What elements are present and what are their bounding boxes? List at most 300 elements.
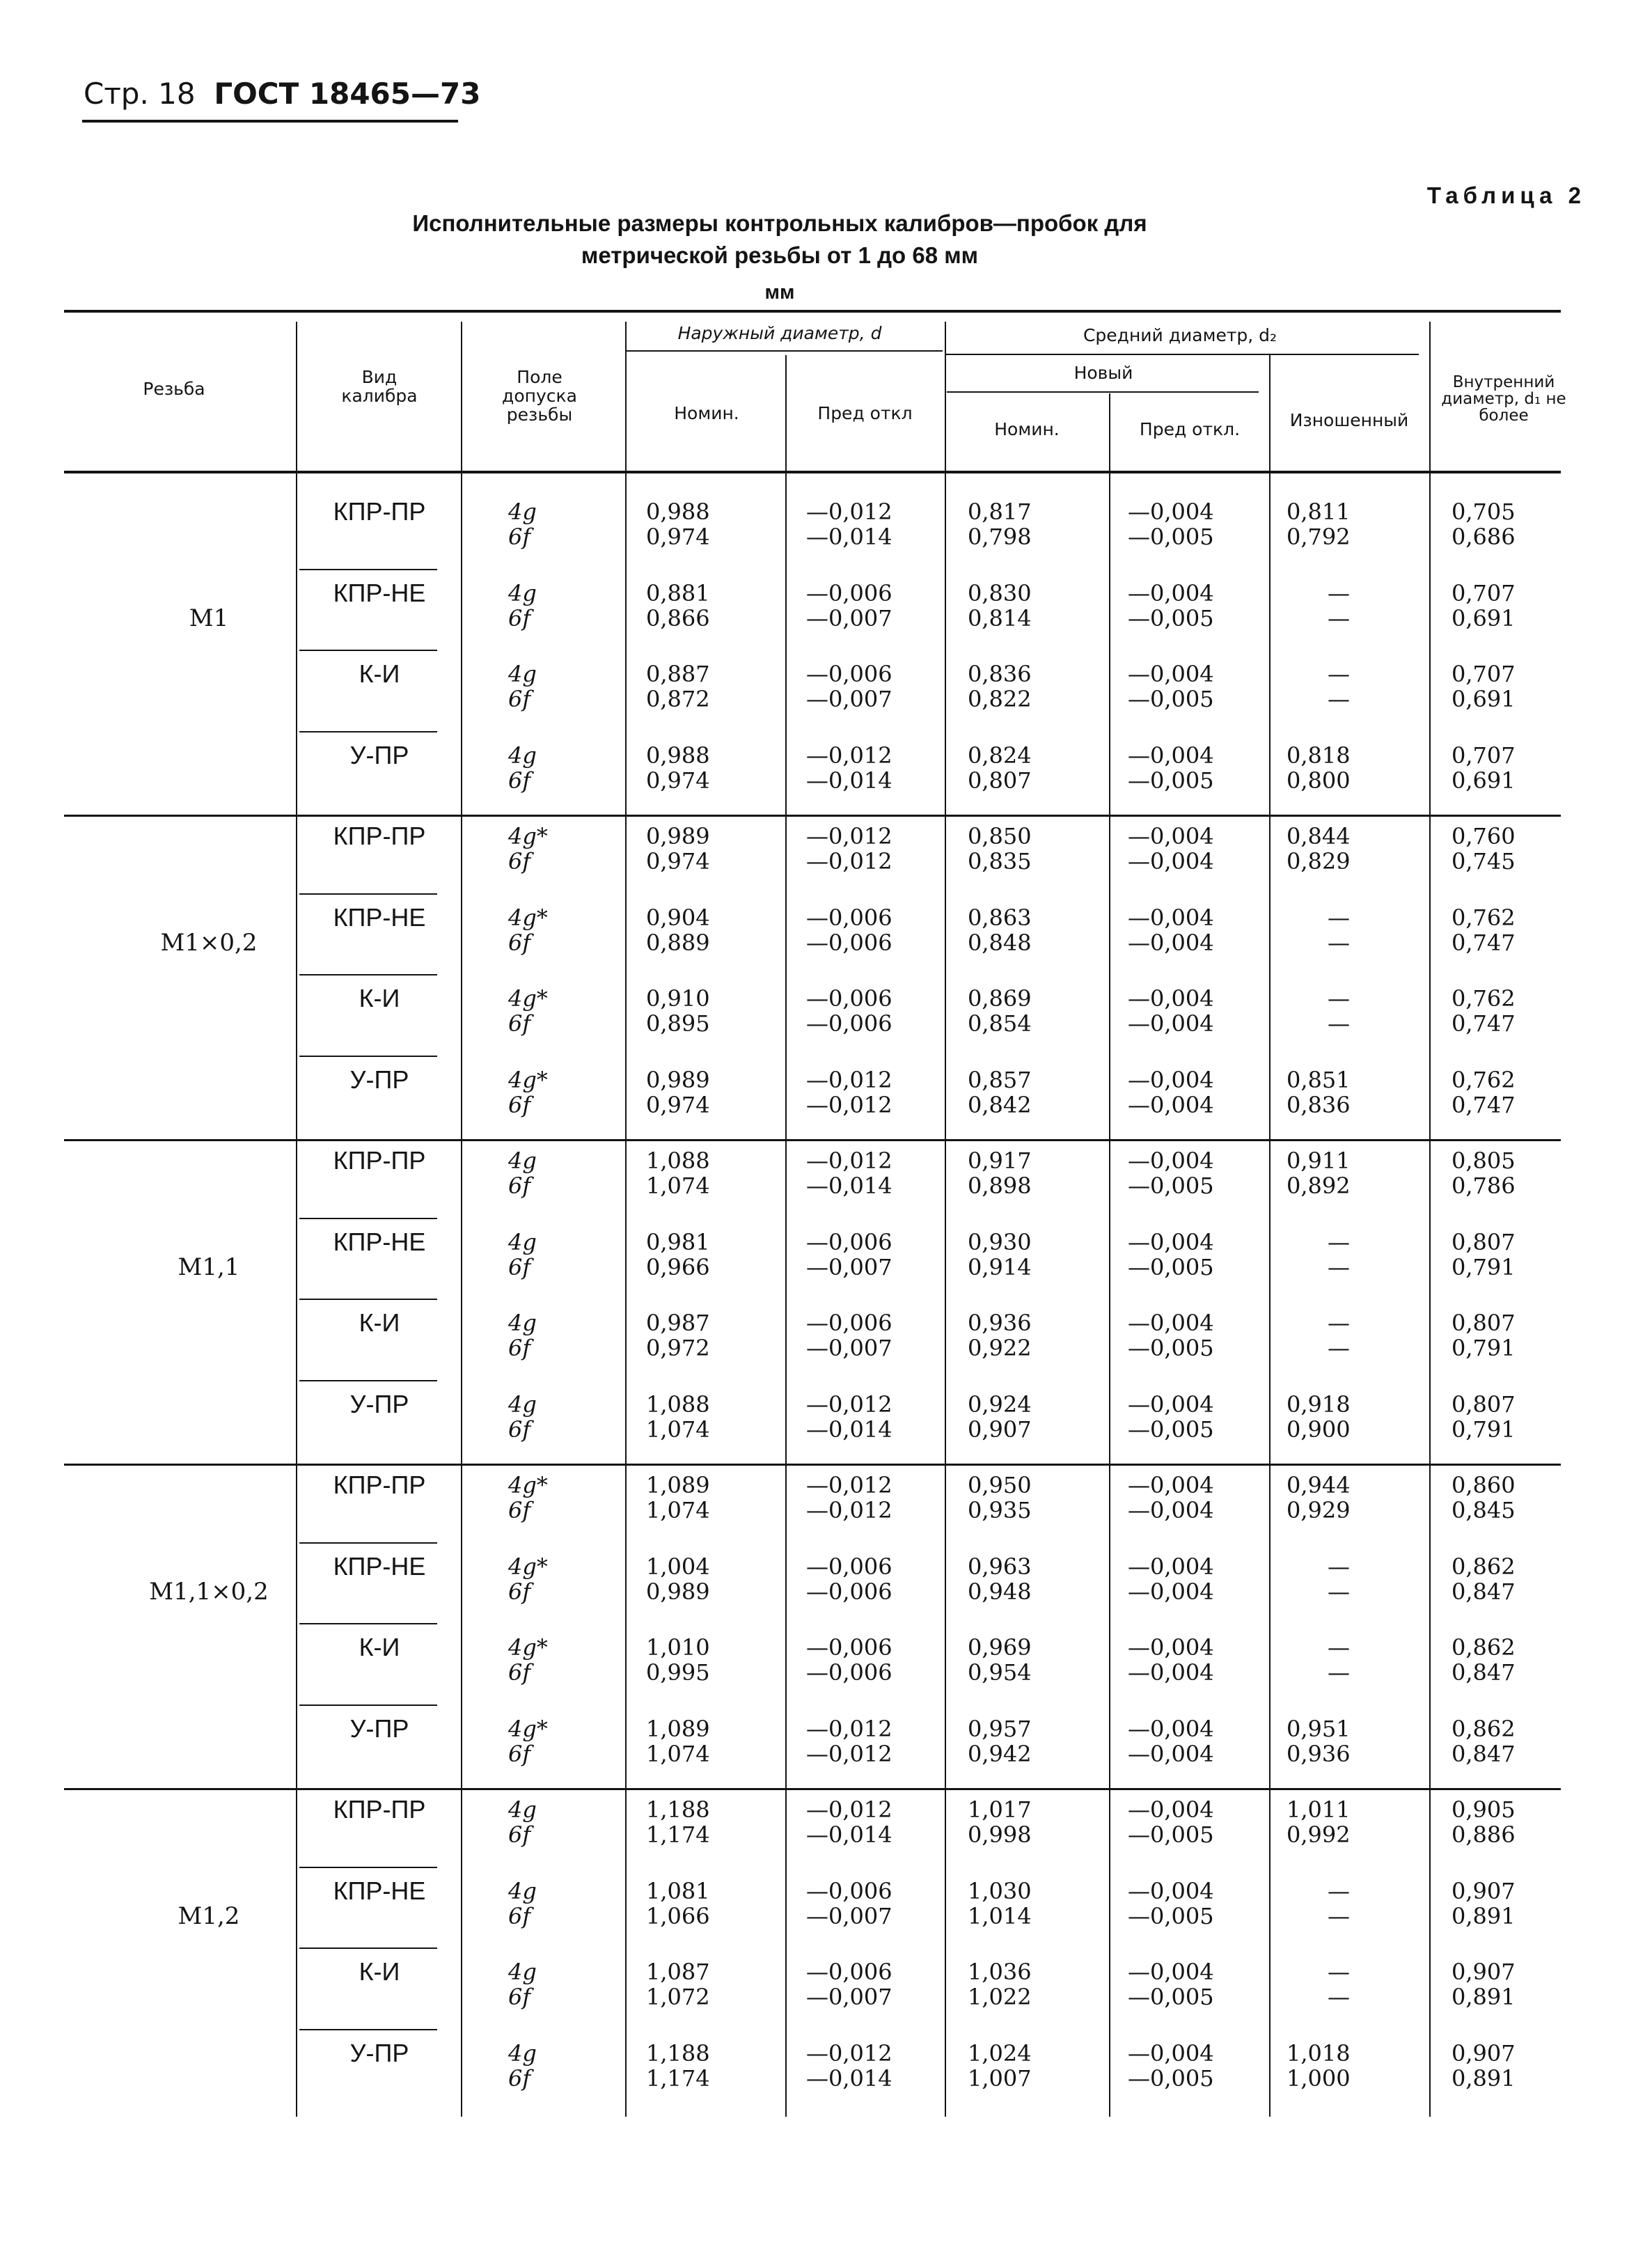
gauge-type: К-И: [359, 1633, 400, 1661]
col-header-mid-dev: Пред откл.: [1139, 419, 1241, 439]
cell-tol: 4g*: [508, 985, 548, 1012]
cell-d1: 0,691: [1452, 686, 1516, 712]
cell-d1: 0,891: [1452, 2064, 1516, 2092]
cell-d: 0,904: [646, 904, 710, 931]
cell-worn: 0,951: [1287, 1715, 1351, 1742]
cell-tol: 6f: [508, 686, 531, 712]
cell-tol: 4g*: [508, 904, 548, 931]
cell-tol: 4g*: [508, 823, 548, 849]
gauge-type: КПР-ПР: [333, 822, 426, 850]
col-header-outer-dev: Пред откл: [817, 403, 913, 423]
col-divider-8: [1429, 322, 1431, 2117]
cell-d1: 0,805: [1452, 1147, 1516, 1174]
cell-d-dev: —0,012: [806, 499, 892, 525]
cell-tol: 6f: [508, 1902, 531, 1929]
gauge-type: КПР-ПР: [333, 1146, 426, 1175]
cell-d-dev: —0,006: [806, 1877, 892, 1904]
cell-d1: 0,807: [1452, 1390, 1516, 1418]
cell-d2-dev: —0,005: [1128, 686, 1214, 712]
cell-tol: 6f: [508, 1010, 531, 1037]
cell-d-dev: —0,007: [806, 604, 892, 632]
col-header-thread: Резьба: [143, 379, 205, 399]
gauge-type: У-ПР: [349, 740, 409, 769]
cell-d: 0,974: [646, 1091, 710, 1118]
cell-d: 1,089: [646, 1715, 710, 1742]
gauge-separator: [299, 650, 437, 651]
cell-d: 1,088: [646, 1147, 710, 1174]
cell-tol: 6f: [508, 524, 531, 550]
cell-d2-dev: —0,004: [1128, 1959, 1214, 1985]
cell-d2-dev: —0,004: [1128, 661, 1214, 687]
thread-label: M1×0,2: [160, 929, 258, 957]
cell-worn: —: [1328, 1578, 1350, 1605]
cell-worn: —: [1328, 579, 1350, 606]
gauge-type: КПР-ПР: [333, 1795, 426, 1824]
cell-d2-dev: —0,005: [1128, 1416, 1214, 1443]
cell-worn: 1,011: [1287, 1796, 1351, 1823]
group-separator: [64, 1139, 1561, 1141]
cell-worn: —: [1328, 904, 1350, 931]
gauge-separator: [299, 1947, 437, 1949]
cell-d2: 0,914: [968, 1253, 1032, 1280]
cell-d-dev: —0,006: [806, 985, 892, 1012]
gauge-type: КПР-НЕ: [333, 1227, 426, 1256]
cell-d2-dev: —0,004: [1128, 1310, 1214, 1336]
cell-tol: 4g*: [508, 1634, 548, 1661]
cell-tol: 6f: [508, 1984, 531, 2010]
cell-worn: —: [1328, 1253, 1350, 1280]
cell-d: 1,066: [646, 1902, 710, 1929]
cell-d: 0,895: [646, 1010, 710, 1037]
cell-d2: 0,907: [968, 1416, 1032, 1443]
group-separator: [64, 1788, 1561, 1790]
cell-d-dev: —0,012: [806, 1715, 892, 1742]
cell-worn: 0,844: [1287, 823, 1351, 849]
cell-d-dev: —0,006: [806, 1010, 892, 1037]
gauge-type: К-И: [359, 1957, 400, 1986]
gauge-separator: [299, 731, 437, 732]
gauge-separator: [299, 1704, 437, 1706]
cell-tol: 4g: [508, 1390, 537, 1418]
cell-worn: 0,911: [1287, 1147, 1351, 1174]
cell-worn: —: [1328, 1984, 1350, 2010]
cell-d2: 1,024: [968, 2039, 1032, 2067]
cell-d2: 0,822: [968, 686, 1032, 712]
cell-d2: 1,014: [968, 1902, 1032, 1929]
cell-worn: 0,992: [1287, 1821, 1351, 1848]
cell-d2: 0,835: [968, 848, 1032, 875]
gauge-type: У-ПР: [349, 1389, 409, 1418]
cell-worn: 0,829: [1287, 848, 1351, 875]
cell-d1: 0,891: [1452, 1984, 1516, 2010]
cell-d2-dev: —0,004: [1128, 742, 1214, 769]
cell-d2: 0,817: [968, 499, 1032, 525]
gauge-type: КПР-НЕ: [333, 1551, 426, 1581]
gauge-separator: [299, 1056, 437, 1057]
cell-d2-dev: —0,005: [1128, 1335, 1214, 1361]
col-header-mid-new: Новый: [1073, 363, 1133, 383]
cell-d2: 0,950: [968, 1472, 1032, 1498]
cell-d2-dev: —0,004: [1128, 1497, 1214, 1523]
cell-d2: 0,814: [968, 604, 1032, 632]
cell-tol: 6f: [508, 2064, 531, 2092]
cell-tol: 6f: [508, 604, 531, 632]
cell-tol: 4g: [508, 2039, 537, 2067]
cell-d1: 0,707: [1452, 661, 1516, 687]
cell-d2: 0,807: [968, 767, 1032, 794]
cell-tol: 4g: [508, 1877, 537, 1904]
cell-d1: 0,762: [1452, 1066, 1516, 1093]
cell-d: 1,081: [646, 1877, 710, 1904]
col-header-gauge: Вид калибра: [341, 367, 418, 406]
cell-worn: —: [1328, 1877, 1350, 1904]
units-label: мм: [764, 281, 795, 304]
cell-d: 0,974: [646, 524, 710, 550]
gauge-type: У-ПР: [349, 1065, 409, 1094]
cell-d2-dev: —0,004: [1128, 1010, 1214, 1037]
cell-d1: 0,907: [1452, 1959, 1516, 1985]
cell-d1: 0,686: [1452, 524, 1516, 550]
cell-worn: 0,918: [1287, 1390, 1351, 1418]
gauge-type: К-И: [359, 984, 400, 1012]
cell-worn: —: [1328, 1959, 1350, 1985]
cell-d: 0,989: [646, 1578, 710, 1605]
cell-worn: —: [1328, 1553, 1350, 1580]
cell-d-dev: —0,012: [806, 1796, 892, 1823]
cell-tol: 6f: [508, 1659, 531, 1686]
cell-tol: 6f: [508, 1497, 531, 1523]
cell-worn: 0,792: [1287, 524, 1351, 550]
cell-tol: 6f: [508, 929, 531, 956]
cell-d-dev: —0,006: [806, 1228, 892, 1255]
cell-d-dev: —0,014: [806, 1821, 892, 1848]
cell-tol: 6f: [508, 1416, 531, 1443]
cell-worn: 0,836: [1287, 1091, 1351, 1118]
cell-d-dev: —0,007: [806, 686, 892, 712]
cell-d2-dev: —0,004: [1128, 1228, 1214, 1255]
cell-worn: 0,851: [1287, 1066, 1351, 1093]
cell-d1: 0,845: [1452, 1497, 1516, 1523]
cell-tol: 4g*: [508, 1715, 548, 1742]
cell-d2: 0,830: [968, 579, 1032, 606]
gauge-type: К-И: [359, 659, 400, 688]
cell-d: 1,188: [646, 2039, 710, 2067]
cell-d: 1,074: [646, 1173, 710, 1199]
cell-worn: 1,018: [1287, 2039, 1351, 2067]
cell-d-dev: —0,007: [806, 1253, 892, 1280]
cell-worn: 0,936: [1287, 1740, 1351, 1767]
cell-d2-dev: —0,005: [1128, 1902, 1214, 1929]
cell-d1: 0,747: [1452, 929, 1516, 956]
thread-label: M1,1×0,2: [149, 1578, 269, 1606]
cell-tol: 4g: [508, 1959, 537, 1985]
cell-d: 0,910: [646, 985, 710, 1012]
cell-tol: 6f: [508, 1091, 531, 1118]
cell-d2: 1,030: [968, 1877, 1032, 1904]
cell-d2-dev: —0,004: [1128, 2039, 1214, 2067]
cell-d2-dev: —0,004: [1128, 1578, 1214, 1605]
cell-d2: 1,007: [968, 2064, 1032, 2092]
cell-d1: 0,891: [1452, 1902, 1516, 1929]
cell-worn: 0,900: [1287, 1416, 1351, 1443]
cell-worn: —: [1328, 686, 1350, 712]
cell-worn: —: [1328, 604, 1350, 632]
cell-d2-dev: —0,004: [1128, 985, 1214, 1012]
cell-tol: 4g*: [508, 1553, 548, 1580]
cell-tol: 6f: [508, 1821, 531, 1848]
cell-d1: 0,691: [1452, 604, 1516, 632]
cell-d2: 0,898: [968, 1173, 1032, 1199]
cell-d1: 0,707: [1452, 742, 1516, 769]
cell-d2-dev: —0,004: [1128, 1066, 1214, 1093]
cell-d2-dev: —0,004: [1128, 1472, 1214, 1498]
cell-worn: 0,892: [1287, 1173, 1351, 1199]
cell-d1: 0,807: [1452, 1310, 1516, 1336]
cell-d2-dev: —0,004: [1128, 579, 1214, 606]
cell-d2: 0,924: [968, 1390, 1032, 1418]
cell-d2-dev: —0,004: [1128, 1553, 1214, 1580]
cell-d2: 0,798: [968, 524, 1032, 550]
gauge-separator: [299, 1542, 437, 1544]
cell-d1: 0,907: [1452, 2039, 1516, 2067]
cell-d1: 0,807: [1452, 1228, 1516, 1255]
cell-d2: 0,948: [968, 1578, 1032, 1605]
cell-d2: 0,942: [968, 1740, 1032, 1767]
cell-d: 1,074: [646, 1416, 710, 1443]
group-separator: [64, 1464, 1561, 1466]
thread-label: M1,2: [178, 1902, 240, 1930]
cell-d1: 0,747: [1452, 1091, 1516, 1118]
gauge-type: У-ПР: [349, 1714, 409, 1743]
cell-d: 0,887: [646, 661, 710, 687]
cell-d-dev: —0,012: [806, 742, 892, 769]
cell-d: 1,087: [646, 1959, 710, 1985]
cell-worn: —: [1328, 1310, 1350, 1336]
cell-d1: 0,691: [1452, 767, 1516, 794]
cell-d2-dev: —0,004: [1128, 823, 1214, 849]
cell-d2: 0,836: [968, 661, 1032, 687]
cell-d: 1,174: [646, 1821, 710, 1848]
cell-d-dev: —0,006: [806, 579, 892, 606]
cell-d-dev: —0,014: [806, 1416, 892, 1443]
cell-tol: 4g: [508, 1228, 537, 1255]
cell-d2-dev: —0,005: [1128, 1253, 1214, 1280]
cell-d: 1,010: [646, 1634, 710, 1661]
cell-d1: 0,747: [1452, 1010, 1516, 1037]
cell-d2-dev: —0,005: [1128, 767, 1214, 794]
cell-d-dev: —0,006: [806, 929, 892, 956]
cell-d2-dev: —0,005: [1128, 604, 1214, 632]
cell-d2: 0,998: [968, 1821, 1032, 1848]
cell-d: 0,881: [646, 579, 710, 606]
cell-d2-dev: —0,004: [1128, 1147, 1214, 1174]
cell-tol: 4g*: [508, 1066, 548, 1093]
cell-d-dev: —0,006: [806, 904, 892, 931]
cell-d2: 1,017: [968, 1796, 1032, 1823]
cell-d: 1,074: [646, 1497, 710, 1523]
cell-d1: 0,862: [1452, 1634, 1516, 1661]
cell-tol: 4g: [508, 1147, 537, 1174]
cell-d2: 0,917: [968, 1147, 1032, 1174]
cell-d2-dev: —0,005: [1128, 1821, 1214, 1848]
cell-d-dev: —0,014: [806, 767, 892, 794]
cell-tol: 6f: [508, 1335, 531, 1361]
cell-d1: 0,762: [1452, 904, 1516, 931]
cell-d: 0,972: [646, 1335, 710, 1361]
cell-d1: 0,905: [1452, 1796, 1516, 1823]
gauge-type: КПР-НЕ: [333, 578, 426, 607]
cell-tol: 6f: [508, 767, 531, 794]
cell-tol: 4g: [508, 1796, 537, 1823]
cell-d: 0,989: [646, 1066, 710, 1093]
cell-d-dev: —0,006: [806, 1659, 892, 1686]
cell-d2: 0,935: [968, 1497, 1032, 1523]
cell-d2: 0,936: [968, 1310, 1032, 1336]
cell-tol: 4g: [508, 742, 537, 769]
cell-tol: 4g: [508, 499, 537, 525]
cell-d: 1,188: [646, 1796, 710, 1823]
cell-d1: 0,762: [1452, 985, 1516, 1012]
cell-d2-dev: —0,004: [1128, 1715, 1214, 1742]
cell-d-dev: —0,006: [806, 1634, 892, 1661]
col-divider-3: [625, 322, 627, 2117]
cell-d2-dev: —0,004: [1128, 904, 1214, 931]
header-underline: [82, 120, 458, 123]
cell-d2: 0,848: [968, 929, 1032, 956]
gauge-separator: [299, 893, 437, 895]
cell-d2-dev: —0,004: [1128, 1390, 1214, 1418]
gauge-separator: [299, 1623, 437, 1624]
gauge-type: У-ПР: [349, 2038, 409, 2067]
header-bottom-rule: [64, 471, 1561, 473]
cell-d1: 0,705: [1452, 499, 1516, 525]
cell-d-dev: —0,012: [806, 1066, 892, 1093]
cell-d2: 0,869: [968, 985, 1032, 1012]
cell-d2: 0,963: [968, 1553, 1032, 1580]
cell-tol: 4g: [508, 1310, 537, 1336]
cell-d2: 0,930: [968, 1228, 1032, 1255]
cell-tol: 6f: [508, 1578, 531, 1605]
cell-d2-dev: —0,004: [1128, 1659, 1214, 1686]
group-separator: [64, 815, 1561, 817]
cell-d2: 0,954: [968, 1659, 1032, 1686]
col-divider-2: [461, 322, 462, 2117]
cell-worn: —: [1328, 661, 1350, 687]
cell-d1: 0,847: [1452, 1578, 1516, 1605]
cell-d-dev: —0,006: [806, 1553, 892, 1580]
cell-d2: 0,842: [968, 1091, 1032, 1118]
cell-d2-dev: —0,004: [1128, 1740, 1214, 1767]
cell-d1: 0,886: [1452, 1821, 1516, 1848]
cell-d2-dev: —0,005: [1128, 1984, 1214, 2010]
table-title-line1: Исполнительные размеры контрольных калибров—пробок для: [412, 210, 1147, 236]
cell-d2: 0,857: [968, 1066, 1032, 1093]
cell-d-dev: —0,012: [806, 848, 892, 875]
col-divider-4: [785, 355, 787, 2117]
col-header-outer: Наружный диаметр, d: [677, 323, 882, 343]
gauge-type: К-И: [359, 1308, 400, 1337]
table-title-line2: метрической резьбы от 1 до 68 мм: [581, 242, 979, 268]
cell-d: 0,995: [646, 1659, 710, 1686]
cell-d2-dev: —0,004: [1128, 929, 1214, 956]
gauge-separator: [299, 1380, 437, 1381]
cell-d: 0,866: [646, 604, 710, 632]
cell-d: 0,987: [646, 1310, 710, 1336]
cell-d: 0,974: [646, 848, 710, 875]
cell-worn: 0,818: [1287, 742, 1351, 769]
cell-d2: 0,854: [968, 1010, 1032, 1037]
gauge-separator: [299, 1867, 437, 1868]
cell-d-dev: —0,012: [806, 1390, 892, 1418]
cell-tol: 6f: [508, 848, 531, 875]
gauge-separator: [299, 2029, 437, 2030]
cell-d-dev: —0,007: [806, 1902, 892, 1929]
cell-d2-dev: —0,005: [1128, 524, 1214, 550]
cell-d: 1,004: [646, 1553, 710, 1580]
gauge-separator: [299, 1299, 437, 1300]
cell-d1: 0,907: [1452, 1877, 1516, 1904]
cell-d-dev: —0,014: [806, 524, 892, 550]
cell-worn: —: [1328, 1902, 1350, 1929]
cell-d: 1,174: [646, 2064, 710, 2092]
cell-d2: 0,863: [968, 904, 1032, 931]
cell-d1: 0,862: [1452, 1715, 1516, 1742]
cell-d1: 0,791: [1452, 1416, 1516, 1443]
cell-worn: —: [1328, 929, 1350, 956]
cell-d2: 0,850: [968, 823, 1032, 849]
col-divider-6: [1109, 393, 1110, 2117]
cell-worn: —: [1328, 1335, 1350, 1361]
cell-d: 0,981: [646, 1228, 710, 1255]
col-header-tolerance: Поле допуска резьбы: [502, 367, 577, 425]
cell-d: 1,088: [646, 1390, 710, 1418]
cell-d2: 1,036: [968, 1959, 1032, 1985]
cell-d-dev: —0,006: [806, 1310, 892, 1336]
gauge-type: КПР-НЕ: [333, 902, 426, 932]
cell-d1: 0,847: [1452, 1659, 1516, 1686]
cell-worn: 0,811: [1287, 499, 1351, 525]
table-top-rule: [64, 310, 1561, 313]
cell-tol: 6f: [508, 1740, 531, 1767]
cell-tol: 4g: [508, 661, 537, 687]
gauge-separator: [299, 974, 437, 975]
gauge-separator: [299, 569, 437, 570]
cell-d: 0,988: [646, 499, 710, 525]
cell-worn: —: [1328, 1010, 1350, 1037]
cell-d2-dev: —0,004: [1128, 1796, 1214, 1823]
cell-tol: 4g: [508, 579, 537, 606]
cell-d1: 0,791: [1452, 1335, 1516, 1361]
cell-worn: —: [1328, 1228, 1350, 1255]
table-label: Таблица 2: [1426, 182, 1586, 208]
cell-d2: 0,969: [968, 1634, 1032, 1661]
cell-d-dev: —0,012: [806, 2039, 892, 2067]
cell-d: 1,074: [646, 1740, 710, 1767]
cell-d1: 0,745: [1452, 848, 1516, 875]
col-divider-1: [296, 322, 297, 2117]
cell-d2: 1,022: [968, 1984, 1032, 2010]
cell-d1: 0,707: [1452, 579, 1516, 606]
cell-d2-dev: —0,004: [1128, 1634, 1214, 1661]
cell-d-dev: —0,012: [806, 823, 892, 849]
outer-diameter-rule: [625, 350, 943, 352]
cell-d1: 0,791: [1452, 1253, 1516, 1280]
gauge-type: КПР-ПР: [333, 497, 426, 526]
cell-d2-dev: —0,005: [1128, 2064, 1214, 2092]
cell-d: 1,072: [646, 1984, 710, 2010]
cell-d-dev: —0,012: [806, 1472, 892, 1498]
gauge-separator: [299, 1218, 437, 1219]
